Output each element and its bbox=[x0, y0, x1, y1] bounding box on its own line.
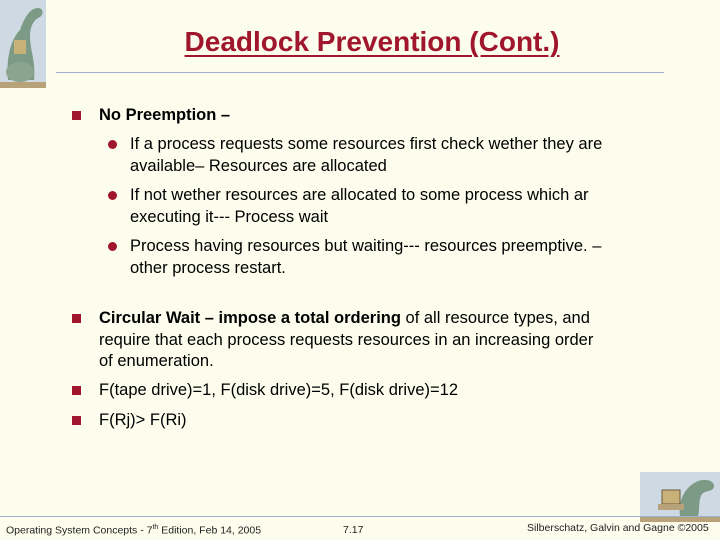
footer-rule bbox=[0, 516, 720, 517]
bullet-text: Process having resources but waiting--- resources preemptive. – other process restart. bbox=[130, 237, 602, 277]
square-bullet-icon bbox=[72, 386, 81, 395]
round-bullet-icon bbox=[108, 191, 117, 200]
square-bullet-icon bbox=[72, 416, 81, 425]
bullet-text: F(tape drive)=1, F(disk drive)=5, F(disk drive)=12 bbox=[99, 381, 458, 399]
footer-copyright: Silberschatz, Galvin and Gagne ©2005 bbox=[527, 522, 709, 534]
square-bullet-icon bbox=[72, 314, 81, 323]
bullet-text: If a process requests some resources first check wether they are available– Resources are allocated bbox=[130, 135, 603, 175]
round-bullet-icon bbox=[108, 140, 117, 149]
square-bullet-icon bbox=[72, 111, 81, 120]
slide-title: Deadlock Prevention (Cont.) bbox=[184, 26, 560, 57]
bullet-text: F(Rj)> F(Ri) bbox=[99, 411, 187, 429]
footer-page-number: 7.17 bbox=[343, 524, 364, 536]
bullet-text: No Preemption – bbox=[99, 106, 231, 124]
footer-course: Operating System Concepts - 7th Edition, Feb 14, 2005 bbox=[6, 524, 262, 537]
title-rule bbox=[56, 72, 664, 73]
bullet-text: Circular Wait – impose a total ordering of all resource types, and require that each process requests resources in an increasing order of enumeration. bbox=[99, 309, 594, 370]
bullet-text: If not wether resources are allocated to some process which ar executing it--- Process wait bbox=[130, 186, 589, 226]
dinosaur-computer-logo bbox=[640, 472, 720, 522]
round-bullet-icon bbox=[108, 242, 117, 251]
